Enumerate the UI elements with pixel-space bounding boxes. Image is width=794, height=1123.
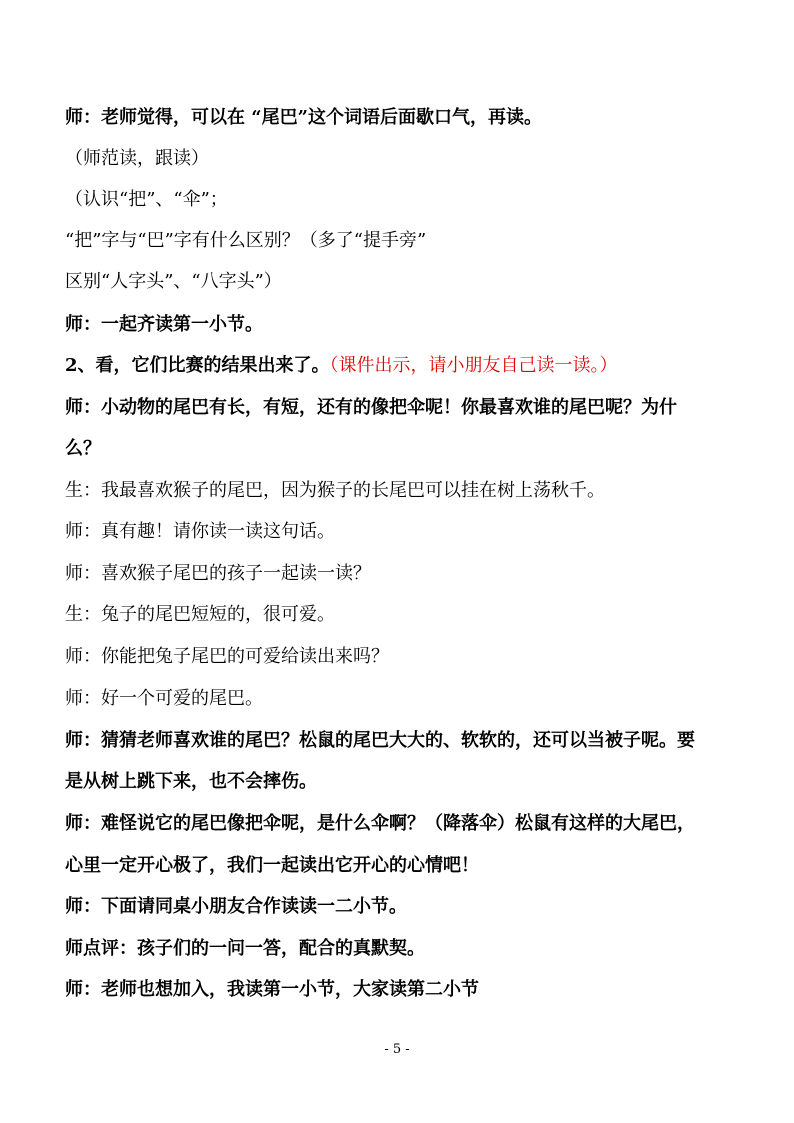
- text-line: 师：好一个可爱的尾巴。: [65, 688, 263, 709]
- courseware-note: （课件出示，请小朋友自己读一读。）: [329, 355, 618, 376]
- text-line: 心里一定开心极了，我们一起读出它开心的心情吧！: [65, 855, 479, 876]
- text-line: （认识“把”、“伞”；: [65, 189, 228, 210]
- text-line: 师：老师觉得，可以在 “尾巴”这个词语后面歇口气，再读。: [65, 107, 542, 128]
- text-line: 么？: [65, 438, 101, 459]
- text-line: 师：老师也想加入，我读第一小节，大家读第二小节: [65, 979, 479, 1000]
- page-number: - 5 -: [384, 1042, 410, 1057]
- text-line-main: 2、看，它们比赛的结果出来了。: [65, 355, 330, 376]
- text-line: “把”字与“巴”字有什么区别？（多了“提手旁”: [65, 230, 427, 251]
- text-line: 生：兔子的尾巴短短的，很可爱。: [65, 604, 335, 625]
- text-line: 师：猜猜老师喜欢谁的尾巴？松鼠的尾巴大大的、软软的，还可以当被子呢。要: [65, 730, 695, 751]
- text-line: 生：我最喜欢猴子的尾巴，因为猴子的长尾巴可以挂在树上荡秋千。: [65, 480, 605, 501]
- text-line: 师：下面请同桌小朋友合作读读一二小节。: [65, 896, 407, 917]
- text-line: 师：真有趣！请你读一读这句话。: [65, 521, 335, 542]
- text-line: 师：小动物的尾巴有长，有短，还有的像把伞呢！你最喜欢谁的尾巴呢？为什: [65, 397, 677, 418]
- text-line: [65, 354, 745, 378]
- text-line: 区别“人字头”、“八字头”）: [65, 271, 282, 292]
- text-line: 师：你能把兔子尾巴的可爱给读出来吗？: [65, 646, 389, 667]
- text-line: 师点评：孩子们的一问一答，配合的真默契。: [65, 938, 425, 959]
- text-line: 师：喜欢猴子尾巴的孩子一起读一读？: [65, 563, 371, 584]
- text-line: 师：一起齐读第一小节。: [65, 314, 263, 335]
- text-line: （师范读，跟读）: [65, 148, 209, 169]
- text-line: 是从树上跳下来，也不会摔伤。: [65, 771, 317, 792]
- text-line: 师：难怪说它的尾巴像把伞呢，是什么伞啊？（降落伞）松鼠有这样的大尾巴，: [65, 813, 695, 834]
